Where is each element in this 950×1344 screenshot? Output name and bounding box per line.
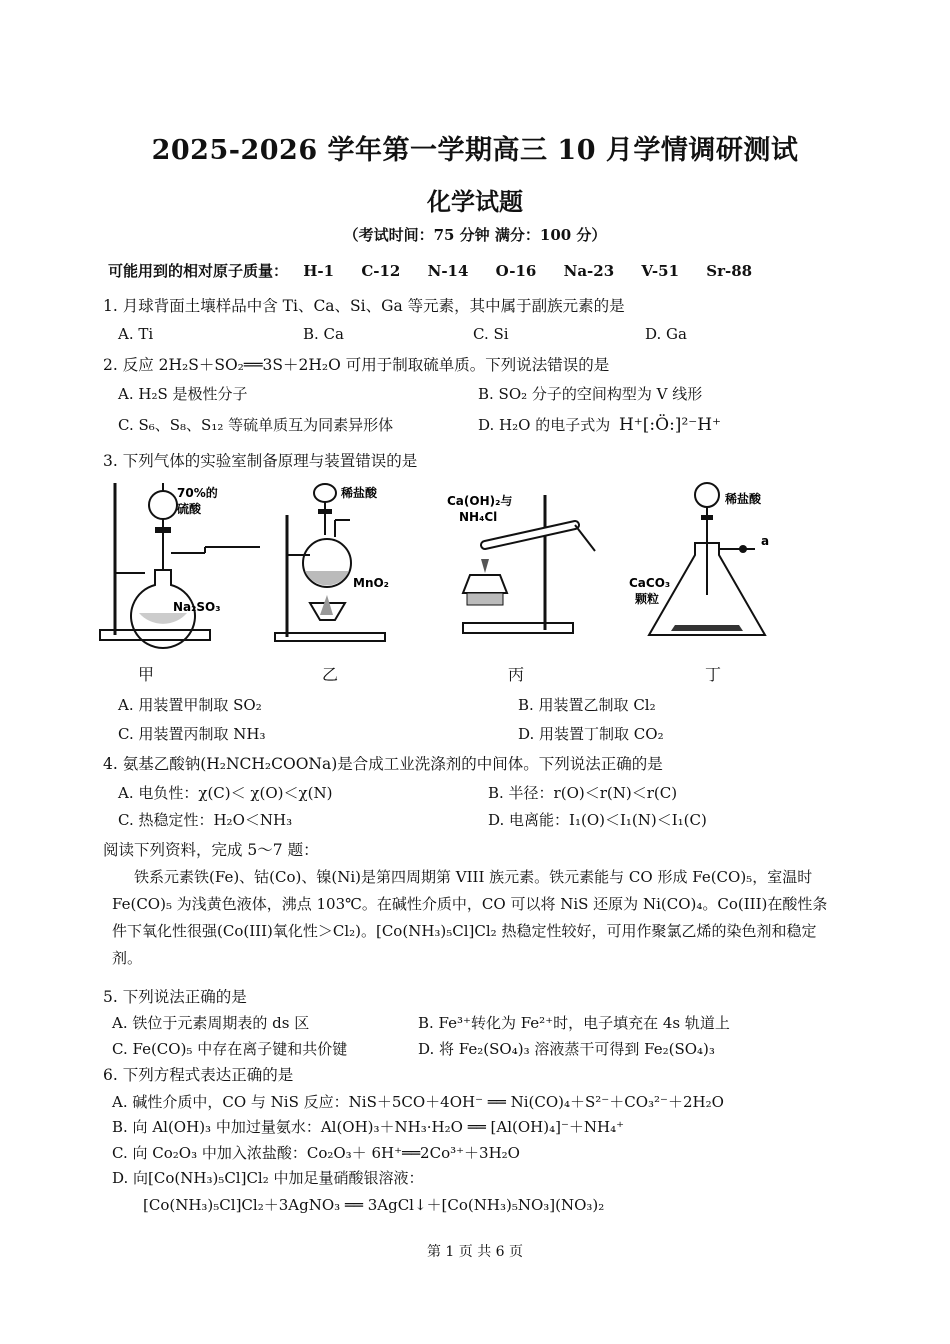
apparatus-ding-label: 丁 <box>705 665 722 684</box>
bing-reagent-2: NH₄Cl <box>459 510 498 524</box>
reading-passage: 铁系元素铁(Fe)、钴(Co)、镍(Ni)是第四周期第 VIII 族元素。铁元素能与 CO 形成 Fe(CO)₅，室温时 Fe(CO)₅ 为浅黄色液体，沸点 103℃。在碱性介质中，CO 可以将 NiS 还原为 Ni(CO)₄。Co(III)在酸性条件下氧化性很强(Co(III)氧化性＞Cl₂)。[Co(NH₃)₅Cl]Cl₂ 热稳定性较好，可用作聚氯乙烯的染色剂和稳定剂。 <box>112 868 828 967</box>
q2-option-d-text: D. H₂O 的电子式为 <box>478 416 611 434</box>
q4-option-d: D. 电离能：I₁(O)＜I₁(N)＜I₁(C) <box>488 811 707 829</box>
atomic-masses-label: 可能用到的相对原子质量： <box>108 262 289 280</box>
q2-option-a: A. H₂S 是极性分子 <box>118 385 248 403</box>
exam-info: （考试时间：75 分钟 满分：100 分） <box>343 226 607 244</box>
question-3-stem: 3. 下列气体的实验室制备原理与装置错误的是 <box>103 452 418 470</box>
question-5-stem: 5. 下列说法正确的是 <box>103 988 247 1006</box>
q3-option-c: C. 用装置丙制取 NH₃ <box>118 725 266 743</box>
yi-reagent-flask: MnO₂ <box>353 576 389 590</box>
page-subtitle: 化学试题 <box>427 187 523 216</box>
q1-option-d: D. Ga <box>645 325 687 343</box>
yi-reagent-top: 稀盐酸 <box>341 486 378 500</box>
atomic-masses <box>108 260 774 281</box>
q1-option-c: C. Si <box>473 325 509 343</box>
apparatus-bing-label: 丙 <box>508 665 525 684</box>
q1-option-a: A. Ti <box>118 325 154 343</box>
jia-reagent-flask: Na₂SO₃ <box>173 600 221 614</box>
question-1-stem: 1. 月球背面土壤样品中含 Ti、Ca、Si、Ga 等元素，其中属于副族元素的是 <box>103 297 625 315</box>
apparatus-bing-figure <box>445 475 605 650</box>
apparatus-ding-figure <box>625 475 800 650</box>
ding-reagent-1: CaCO₃ <box>629 576 671 590</box>
ding-valve-label: a <box>761 534 770 548</box>
apparatus-yi-label: 乙 <box>322 665 339 684</box>
page-title: 2025-2026 学年第一学期高三 10 月学情调研测试 <box>151 135 799 166</box>
q6-option-d-equation: [Co(NH₃)₅Cl]Cl₂＋3AgNO₃ ══ 3AgCl↓＋[Co(NH₃)₅NO₃](NO₃)₂ <box>143 1196 605 1214</box>
ding-reagent-2: 颗粒 <box>635 592 660 606</box>
q5-option-b: B. Fe³⁺转化为 Fe²⁺时，电子填充在 4s 轨道上 <box>418 1014 730 1032</box>
q2-option-d <box>478 414 721 435</box>
q4-option-a: A. 电负性：χ(C)＜ χ(O)＜χ(N) <box>118 784 333 802</box>
question-6-stem: 6. 下列方程式表达正确的是 <box>103 1066 294 1084</box>
jia-reagent-top-1: 70%的 <box>177 486 218 500</box>
q6-option-c: C. 向 Co₂O₃ 中加入浓盐酸：Co₂O₃＋ 6H⁺══2Co³⁺＋3H₂O <box>112 1144 520 1162</box>
atomic-mass-item: O-16 <box>495 262 537 280</box>
apparatus-jia-label: 甲 <box>138 665 155 684</box>
atomic-mass-item: Na-23 <box>563 262 615 280</box>
q5-option-c: C. Fe(CO)₅ 中存在离子键和共价键 <box>112 1040 348 1058</box>
reading-intro: 阅读下列资料，完成 5～7 题： <box>103 841 319 859</box>
atomic-mass-item: C-12 <box>361 262 401 280</box>
page-number: 第 1 页 共 6 页 <box>426 1244 524 1260</box>
q6-option-d: D. 向[Co(NH₃)₅Cl]Cl₂ 中加足量硝酸银溶液： <box>112 1169 424 1187</box>
q1-option-b: B. Ca <box>303 325 344 343</box>
bing-reagent-1: Ca(OH)₂与 <box>447 494 513 508</box>
apparatus-yi-figure <box>265 475 415 650</box>
q3-option-a: A. 用装置甲制取 SO₂ <box>118 696 262 714</box>
q2-option-b: B. SO₂ 分子的空间构型为 V 线形 <box>478 385 703 403</box>
question-2-stem: 2. 反应 2H₂S＋SO₂══3S＋2H₂O 可用于制取硫单质。下列说法错误的是 <box>103 356 610 374</box>
ding-reagent-top: 稀盐酸 <box>725 492 762 506</box>
q4-option-c: C. 热稳定性：H₂O＜NH₃ <box>118 811 293 829</box>
q3-option-b: B. 用装置乙制取 Cl₂ <box>518 696 656 714</box>
q6-option-a: A. 碱性介质中，CO 与 NiS 反应：NiS＋5CO＋4OH⁻ ══ Ni(CO)₄＋S²⁻＋CO₃²⁻＋2H₂O <box>112 1093 724 1111</box>
q6-option-b: B. 向 Al(OH)₃ 中加过量氨水：Al(OH)₃＋NH₃·H₂O ══ [Al(OH)₄]⁻＋NH₄⁺ <box>112 1118 625 1136</box>
q5-option-a: A. 铁位于元素周期表的 ds 区 <box>112 1014 310 1032</box>
question-4-stem: 4. 氨基乙酸钠(H₂NCH₂COONa)是合成工业洗涤剂的中间体。下列说法正确的是 <box>103 755 663 773</box>
atomic-mass-item: H-1 <box>303 262 335 280</box>
atomic-mass-item: V-51 <box>641 262 680 280</box>
q4-option-b: B. 半径：r(O)＜r(N)＜r(C) <box>488 784 678 802</box>
jia-reagent-top-2: 硫酸 <box>177 502 202 516</box>
atomic-mass-item: Sr-88 <box>706 262 753 280</box>
atomic-mass-item: N-14 <box>427 262 469 280</box>
electron-formula: H⁺[:Ö:]²⁻H⁺ <box>618 415 722 435</box>
q3-option-d: D. 用装置丁制取 CO₂ <box>518 725 664 743</box>
q5-option-d: D. 将 Fe₂(SO₄)₃ 溶液蒸干可得到 Fe₂(SO₄)₃ <box>418 1040 715 1058</box>
q2-option-c: C. S₆、S₈、S₁₂ 等硫单质互为同素异形体 <box>118 416 394 434</box>
